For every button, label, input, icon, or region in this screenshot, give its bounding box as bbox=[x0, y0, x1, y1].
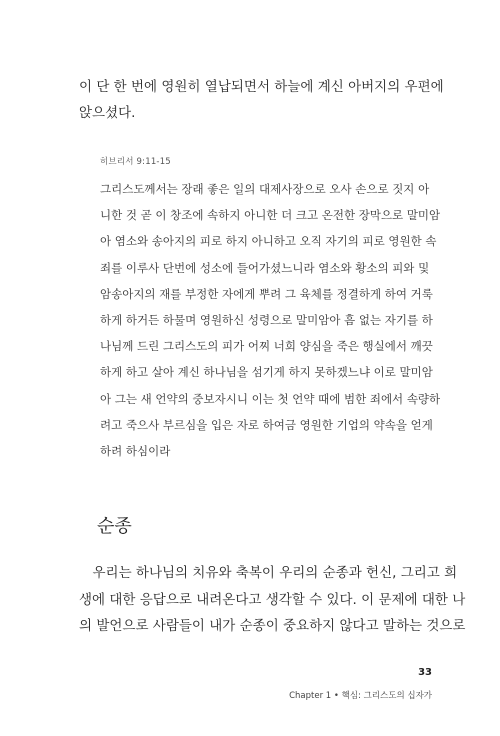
quote-line: 하려 하심이라 bbox=[100, 444, 171, 459]
section-title: 순종 bbox=[97, 516, 132, 537]
body-line: 생에 대한 응답으로 내려온다고 생각할 수 있다. 이 문제에 대한 나 bbox=[79, 591, 466, 608]
quote-line: 나님께 드린 그리스도의 피가 어찌 너희 양심을 죽은 행실에서 깨끗 bbox=[100, 339, 433, 354]
body-line: 우리는 하나님의 치유와 축복이 우리의 순종과 헌신, 그리고 희 bbox=[79, 565, 458, 581]
quote-line: 니한 것 곧 이 창조에 속하지 아니한 더 크고 온전한 장막으로 말미암 bbox=[100, 208, 441, 223]
quote-line: 려고 죽으사 부르심을 입은 자로 하여금 영원한 기업의 약속을 얻게 bbox=[100, 417, 433, 432]
running-footer: Chapter 1 • 핵심: 그리스도의 십자가 bbox=[289, 691, 432, 701]
quote-line: 하게 하고 살아 계신 하나님을 섬기게 하지 못하겠느냐 이로 말미암 bbox=[100, 365, 433, 380]
quote-line: 하게 하거든 하물며 영원하신 성령으로 말미암아 흠 없는 자기를 하 bbox=[100, 313, 433, 328]
page-number: 33 bbox=[418, 667, 432, 678]
scripture-quote bbox=[100, 176, 445, 464]
quote-line: 죄를 이루사 단번에 성소에 들어가셨느니라 염소와 황소의 피와 및 bbox=[100, 260, 430, 275]
body-paragraph bbox=[79, 560, 466, 640]
quote-line: 아 그는 새 언약의 중보자시니 이는 첫 언약 때에 범한 죄에서 속량하 bbox=[100, 391, 441, 406]
quote-line: 암송아지의 재를 부정한 자에게 뿌려 그 육체를 정결하게 하여 거룩 bbox=[100, 286, 433, 301]
quote-line: 아 염소와 송아지의 피로 하지 아니하고 오직 자기의 피로 영원한 속 bbox=[100, 234, 437, 249]
quote-line: 그리스도께서는 장래 좋은 일의 대제사장으로 오사 손으로 짓지 아 bbox=[100, 182, 430, 196]
scripture-reference: 히브리서 9:11-15 bbox=[100, 157, 171, 167]
lead-paragraph: 이 단 한 번에 영원히 열납되면서 하늘에 계신 아버지의 우편에 앉으셨다. bbox=[79, 79, 444, 121]
body-line: 의 발언으로 사람들이 내가 순종이 중요하지 않다고 말하는 것으로 bbox=[79, 618, 466, 634]
